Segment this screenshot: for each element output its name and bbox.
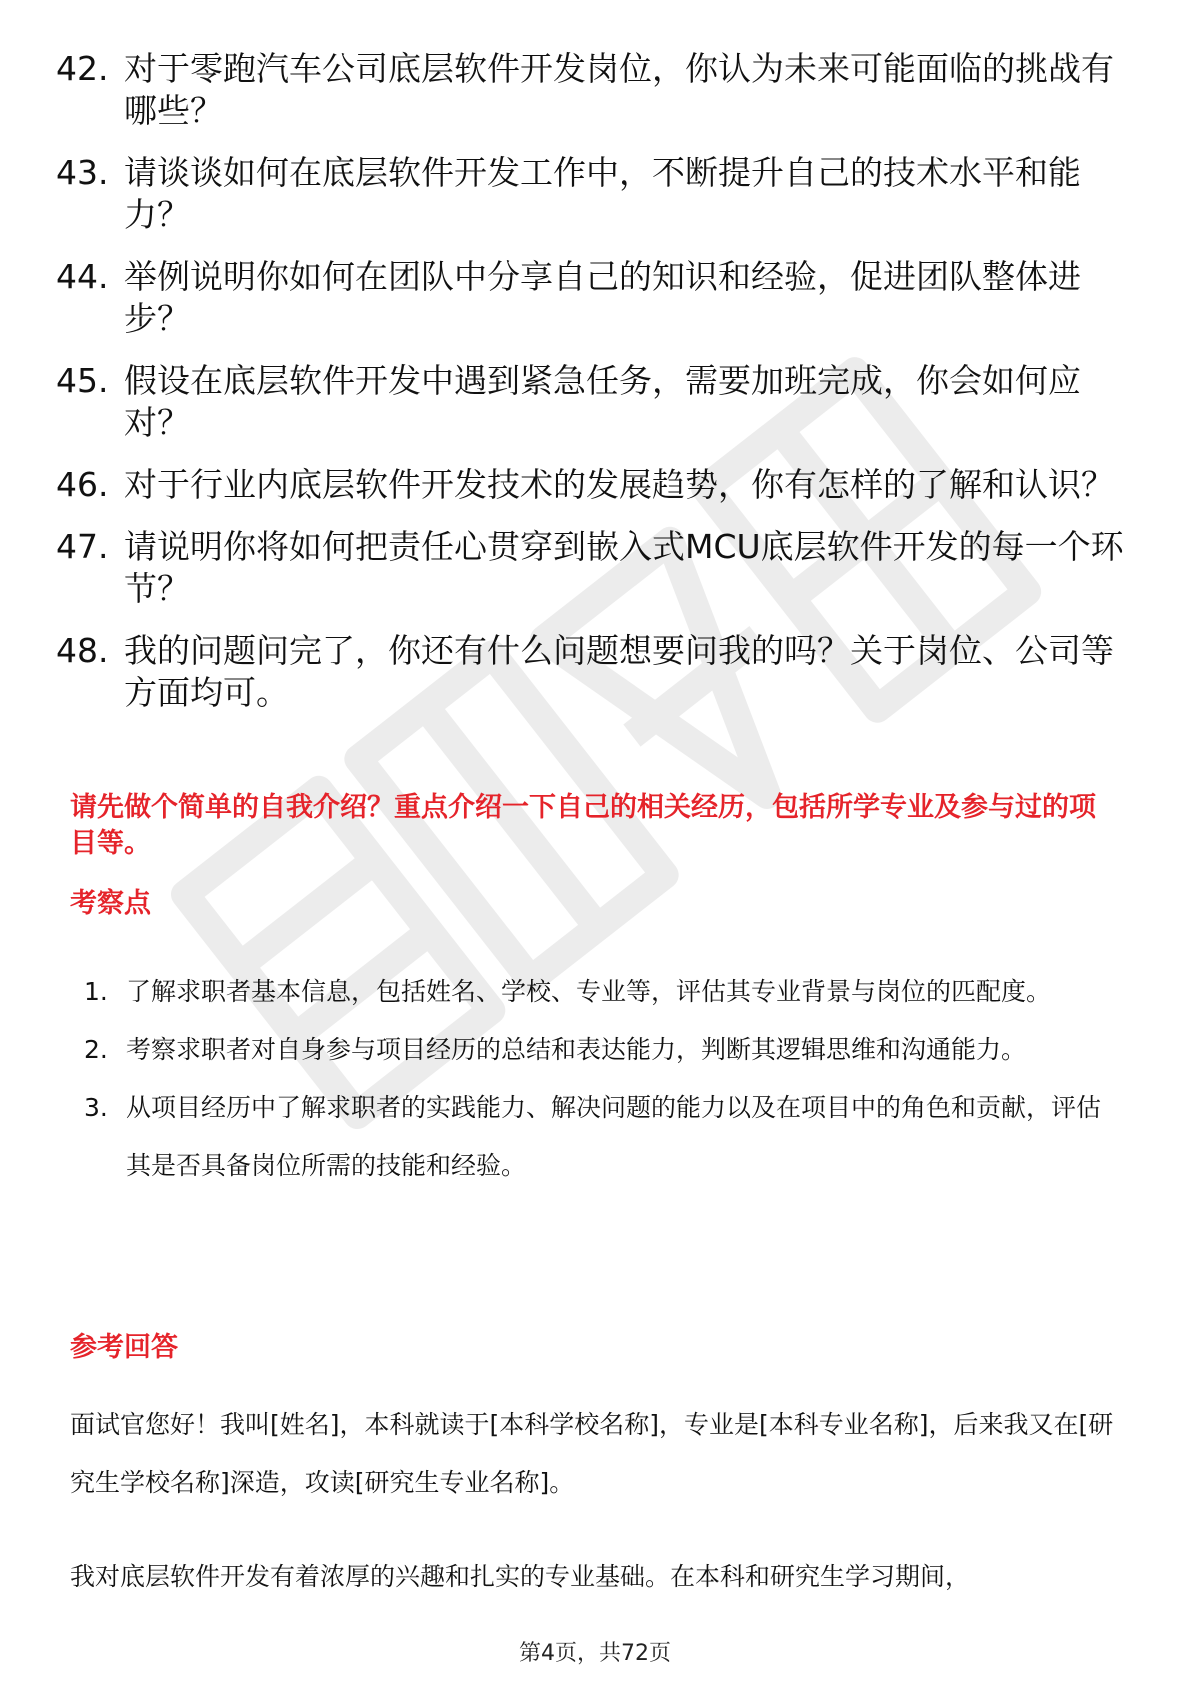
- exam-point-text: 了解求职者基本信息，包括姓名、学校、专业等，评估其专业背景与岗位的匹配度。: [126, 977, 1052, 1006]
- question-item: [56, 630, 1136, 714]
- answer-paragraph: 面试官您好！我叫[姓名]，本科就读于[本科学校名称]，专业是[本科专业名称]，后来我又在[研究生学校名称]深造，攻读[研究生专业名称]。: [70, 1410, 1114, 1497]
- exam-points-list: [84, 963, 1124, 1195]
- question-text: 举例说明你如何在团队中分享自己的知识和经验，促进团队整体进步？: [124, 257, 1081, 338]
- exam-point-item: [84, 963, 1124, 1021]
- exam-point-number: 2.: [84, 1035, 108, 1064]
- exam-point-number: 1.: [84, 977, 108, 1006]
- exam-point-item: [84, 1021, 1124, 1079]
- question-text: 请谈谈如何在底层软件开发工作中，不断提升自己的技术水平和能力？: [124, 153, 1081, 234]
- question-item: [56, 360, 1136, 444]
- interview-question-headline: 请先做个简单的自我介绍？重点介绍一下自己的相关经历，包括所学专业及参与过的项目等。: [70, 792, 1096, 859]
- question-text: 我的问题问完了，你还有什么问题想要问我的吗？关于岗位、公司等方面均可。: [124, 631, 1114, 712]
- exam-point-item: [84, 1079, 1124, 1195]
- answer-paragraph: 我对底层软件开发有着浓厚的兴趣和扎实的专业基础。在本科和研究生学习期间，: [70, 1562, 971, 1591]
- question-number: 44.: [56, 257, 109, 296]
- question-text: 对于行业内底层软件开发技术的发展趋势，你有怎样的了解和认识？: [124, 465, 1114, 504]
- exam-point-text: 考察求职者对自身参与项目经历的总结和表达能力，判断其逻辑思维和沟通能力。: [126, 1035, 1027, 1064]
- question-item: [56, 256, 1136, 340]
- question-number: 45.: [56, 361, 109, 400]
- question-text: 假设在底层软件开发中遇到紧急任务，需要加班完成，你会如何应对？: [124, 361, 1081, 442]
- question-number: 42.: [56, 49, 109, 88]
- reference-answer-title: 参考回答: [70, 1332, 178, 1363]
- question-item: [56, 152, 1136, 236]
- question-item: [56, 464, 1136, 506]
- question-number: 46.: [56, 465, 109, 504]
- question-text: 对于零跑汽车公司底层软件开发岗位，你认为未来可能面临的挑战有哪些？: [124, 49, 1114, 130]
- question-number: 47.: [56, 527, 109, 566]
- exam-points-title: 考察点: [70, 888, 151, 919]
- question-item: [56, 48, 1136, 132]
- question-item: [56, 526, 1136, 610]
- page-number-footer: 第4页，共72页: [519, 1641, 671, 1666]
- question-number: 48.: [56, 631, 109, 670]
- exam-point-number: 3.: [84, 1093, 108, 1122]
- exam-point-text: 从项目经历中了解求职者的实践能力、解决问题的能力以及在项目中的角色和贡献，评估其是否具备岗位所需的技能和经验。: [126, 1093, 1102, 1180]
- question-text: 请说明你将如何把责任心贯穿到嵌入式MCU底层软件开发的每一个环节？: [124, 527, 1124, 608]
- question-number: 43.: [56, 153, 109, 192]
- question-list: [56, 48, 1136, 734]
